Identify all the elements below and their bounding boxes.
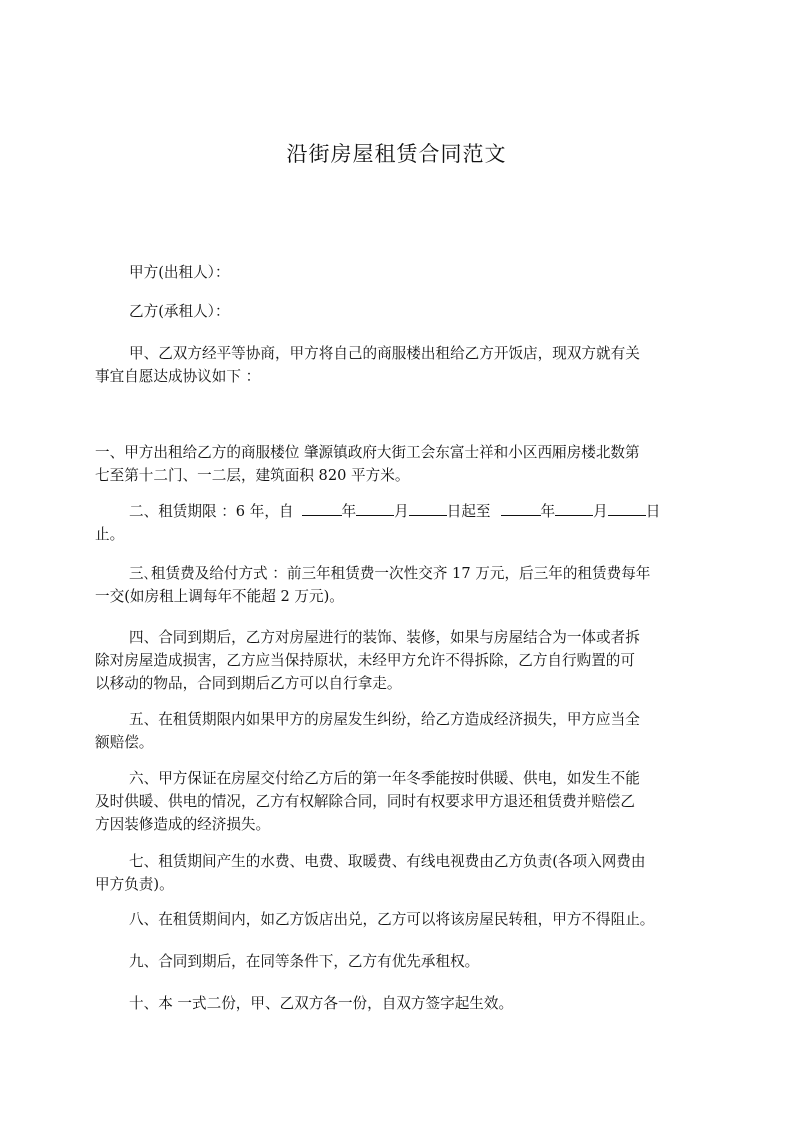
page-title: 沿街房屋租赁合同范文: [286, 142, 507, 166]
clause-6-line-3: 方因装修造成的经济损失。: [95, 816, 271, 833]
intro-paragraph: [95, 342, 707, 388]
clause-2-line-1: [95, 499, 707, 523]
end-day-unit: 日: [645, 503, 661, 520]
end-year-blank: [501, 499, 541, 516]
party-b-label: 乙方(承租人）：: [129, 303, 230, 320]
clause-1-line-1: 一、甲方出租给乙方的商服楼位 肇源镇政府大街工会东富士祥和小区西厢房楼北数第: [95, 444, 640, 461]
clause-2: [95, 499, 707, 546]
end-day-blank: [608, 499, 646, 516]
end-year-unit: 年: [540, 503, 556, 520]
clause-3: [95, 562, 707, 608]
clause-10-line-1: 十、本 一式二份，甲、乙双方各一份，自双方签字起生效。: [129, 995, 514, 1012]
end-month-blank: [555, 499, 593, 516]
clause-9: [95, 950, 707, 973]
clause-6-line-2: 及时供暖、供电的情况，乙方有权解除合同，同时有权要求甲方退还租赁费并赔偿乙: [95, 793, 635, 810]
clause-7-line-2: 甲方负责)。: [95, 876, 174, 893]
clause-7-line-1: 七、租赁期间产生的水费、电费、取暖费、有线电视费由乙方负责(各项入网费由: [129, 853, 646, 870]
clause-9-line-1: 九、合同到期后，在同等条件下，乙方有优先承租权。: [129, 953, 480, 970]
clause-5: [95, 708, 707, 754]
start-month-blank: [356, 499, 394, 516]
clause-2-lead: 二、租赁期限 ：6 年，自: [129, 503, 294, 520]
intro-line-2: 事宜自愿达成协议如下 ：: [95, 368, 261, 385]
start-day-unit: 日起至: [446, 503, 491, 520]
clause-3-line-1: 三､租赁费及给付方式 ：前三年租赁费一次性交齐 17 万元，后三年的租赁费每年: [129, 565, 651, 582]
clause-4-line-3: 以移动的物品，合同到期后乙方可以自行拿走。: [95, 675, 402, 692]
clause-4-line-1: 四、合同到期后，乙方对房屋进行的装饰、装修，如果与房屋结合为一体或者拆: [129, 629, 640, 646]
clause-3-line-2: 一交(如房租上调每年不能超 2 万元)。: [95, 588, 344, 605]
clause-1: [95, 441, 707, 487]
clause-7: [95, 850, 707, 896]
clause-8-line-1: 八、在租赁期间内，如乙方饭店出兑，乙方可以将该房屋民转租，甲方不得阻止。: [129, 911, 655, 928]
end-month-unit: 月: [593, 503, 608, 520]
clause-5-line-2: 额赔偿。: [95, 734, 154, 751]
clause-5-line-1: 五、在租赁期限内如果甲方的房屋发生纠纷，给乙方造成经济损失，甲方应当全: [129, 711, 640, 728]
clause-2-line-2: 止。: [95, 526, 125, 543]
party-a-line: [95, 261, 707, 284]
clause-4-line-2: 除对房屋造成损害，乙方应当保持原状，未经甲方允许不得拆除，乙方自行购置的可: [95, 652, 635, 669]
intro-line-1: 甲、乙双方经平等协商，甲方将自己的商服楼出租给乙方开饭店，现双方就有关: [129, 345, 640, 362]
start-year-unit: 年: [341, 503, 357, 520]
clause-4: [95, 626, 707, 695]
clause-8: [95, 908, 707, 931]
clause-10: [95, 992, 707, 1015]
start-year-blank: [302, 499, 342, 516]
start-month-unit: 月: [394, 503, 409, 520]
party-a-label: 甲方(出租人）：: [129, 264, 230, 281]
start-day-blank: [409, 499, 447, 516]
clause-1-line-2: 七至第十二门、一二层，建筑面积 820 平方米。: [95, 467, 410, 484]
party-b-line: [95, 300, 707, 323]
clause-6-line-1: 六、甲方保证在房屋交付给乙方后的第一年冬季能按时供暖、供电，如发生不能: [129, 770, 640, 787]
clause-6: [95, 767, 707, 836]
